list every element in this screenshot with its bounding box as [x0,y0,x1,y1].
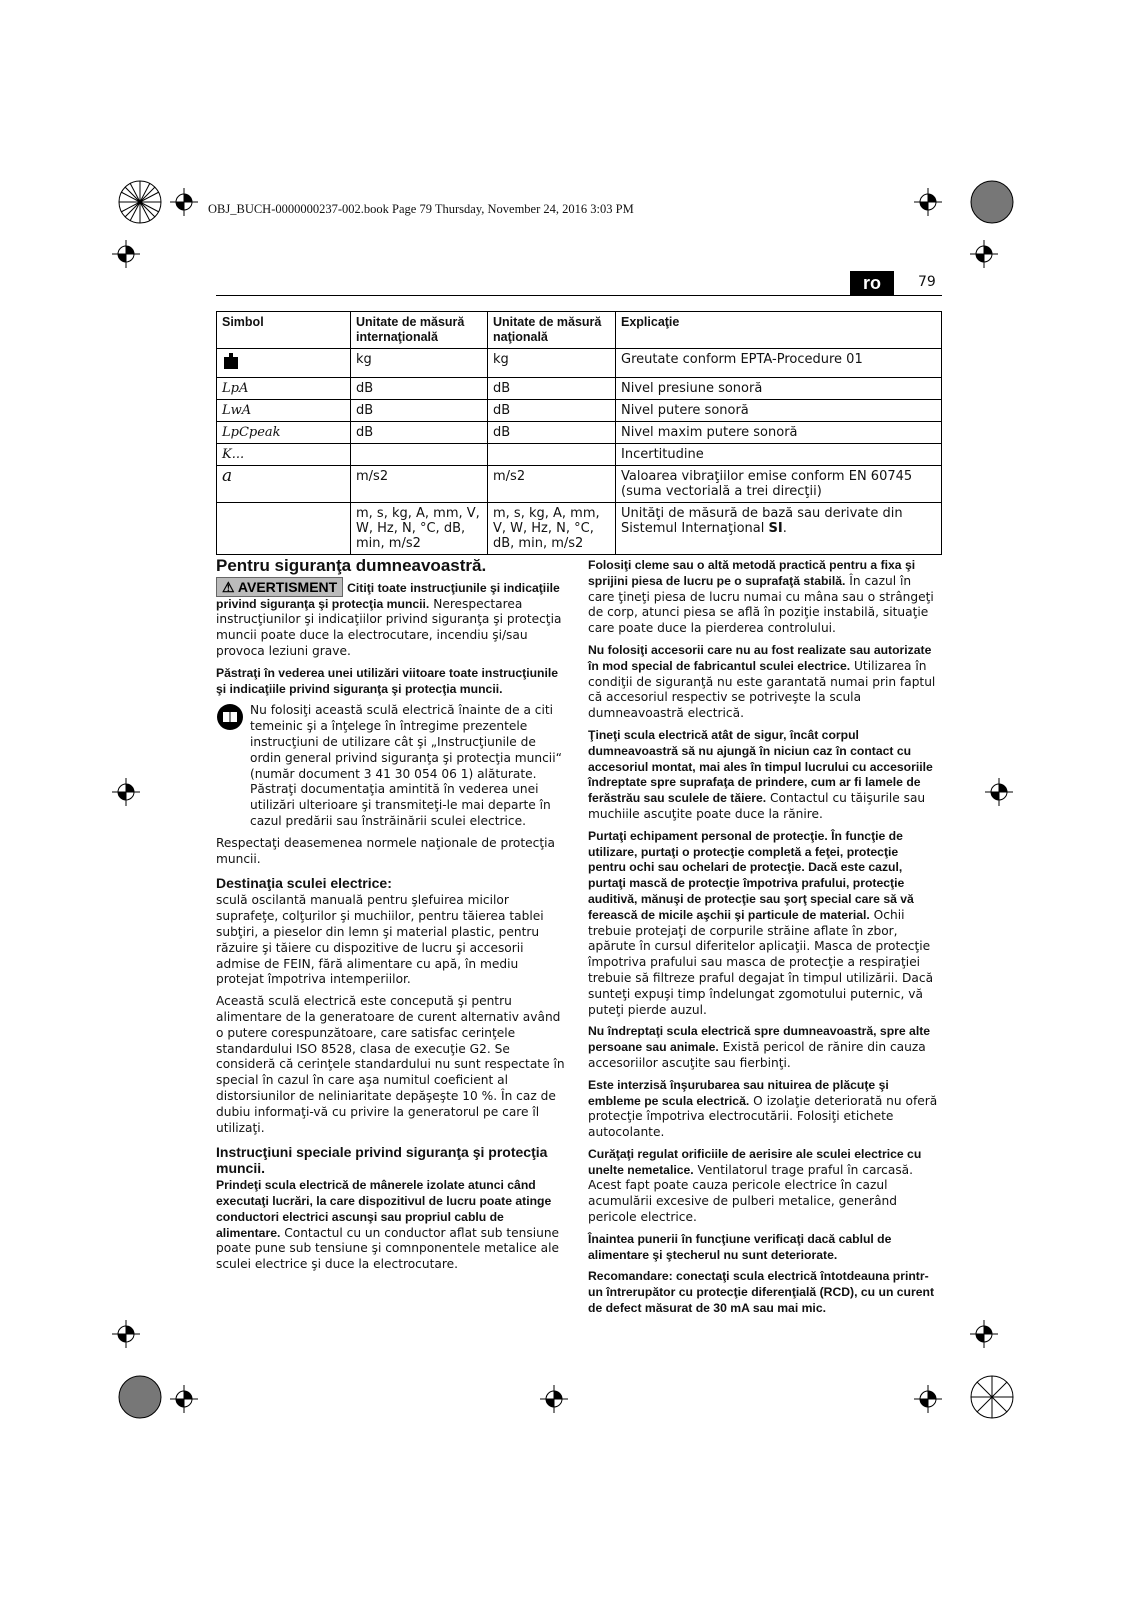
section-title: Pentru siguranţa dumneavoastră. [216,556,487,575]
special-instructions-text [216,1178,566,1273]
table-cell: Valoarea vibraţiilor emise conform EN 60745 (suma vectorială a trei direcţii) [616,466,942,503]
crosshair-mark [112,240,140,268]
table-row [217,378,942,400]
crosshair-mark [170,1385,198,1413]
warning-bold: Citiţi toate instrucţiunile şi indicaţiile privind siguranţa şi protecţia muncii. [216,580,560,611]
registration-mark-top-right [970,180,1014,224]
generator-text: Această sculă electrică este concepută şi pentru alimentare de la generatoare de curent alternativ având o putere corespunzătoare, care satisfac cerinţele standardului ISO 8528, clasa de execuţie G2. Se consideră că cerinţele standardului nu sunt respectate în special în cazul în care aşa numitul coeficient al distorsiunilor de neliniaritate depăşeşte 10 %. În caz de dubiu informaţi-vă cu privire la generatorul pe care îl utilizaţi. [216,994,565,1135]
crosshair-mark [112,1320,140,1348]
table-cell [616,503,942,555]
table-cell: a [217,466,351,503]
si-label: SI [768,521,783,536]
table-cell: dB [488,378,616,400]
special-instructions-title: Instrucţiuni speciale privind siguranţa şi protecţia muncii. [216,1144,548,1177]
crosshair-mark [970,240,998,268]
crosshair-mark [170,188,198,216]
warning-badge-label: AVERTISMENT [237,578,338,595]
safety-paragraph [588,829,938,1019]
table-cell: Nivel putere sonoră [616,400,942,422]
safety-paragraph [588,1078,938,1141]
safety-text: Există pericol de rănire din cauza accesoriilor ascuţite sau fierbinţi. [588,1040,926,1070]
table-row [217,444,942,466]
special-text: Contactul cu un conductor aflat sub tensiune poate pune sub tensiune şi comnponentele metalice ale sculei electrice şi duce la electrocutare. [216,1225,560,1272]
crosshair-mark [914,188,942,216]
table-header-row [217,312,942,349]
table-cell: Nivel maxim putere sonoră [616,422,942,444]
registration-mark-top-left [118,180,162,224]
table-cell: Nivel presiune sonoră [616,378,942,400]
si-text: Unităţi de măsură de bază sau derivate din Sistemul Internaţional [621,506,903,536]
table-cell: kg [351,349,488,378]
si-dot: . [782,521,787,536]
crosshair-mark [540,1385,568,1413]
table-cell: m/s2 [488,466,616,503]
right-column [588,558,938,1323]
table-cell: kg [488,349,616,378]
safety-bold: Nu folosiţi accesorii care nu au fost realizate sau autorizate în mod special de fabricantul sculei electrice. [588,642,932,673]
safety-paragraph [588,1024,938,1071]
table-cell: dB [488,400,616,422]
safety-text: Utilizarea în condiţii de siguranţă nu este garantată numai prin faptul că accesoriul respectiv se potriveşte la scula dumneavoastră electrică. [588,658,936,721]
table-cell [488,444,616,466]
table-header: Unitate de măsură naţională [488,312,616,349]
table-cell: dB [488,422,616,444]
safety-bold: Folosiţi cleme sau o altă metodă practică pentru a fixa şi sprijini piesa de lucru pe o suprafaţă stabilă. [588,558,916,588]
symbol-table [216,311,942,555]
safety-text: Contactul cu tăişurile sau muchiile ascuţite poate duce la rănire. [588,791,926,821]
intended-use-text: sculă oscilantă manuală pentru şlefuirea micilor suprafeţe, colţurilor şi muchiilor, pentru tăierea tablei subţiri, a pieselor din lemn şi material plastic, pentru răzuire şi tăiere cu dispozitive de lucru şi accesorii admise de FEIN, fără alimentare cu apă, în mediu protejat împotriva intemperiilor. [216,893,544,987]
safety-bold: Ţineţi scula electrică atât de sigur, încât corpul dumneavoastră să nu ajungă în niciun caz în contact cu accesoriul montat, mai ales în timpul lucrului cu accesoriile îndreptate spre suprafaţa de prindere, cum ar fi lamele de ferăstrău sau sculele de tăiere. [588,727,933,806]
safety-text: Ventilatorul trage praful în carcasă. Acest fapt poate cauza pericole electrice în cazul acumulării excesive de pulberi metalice, generând pericole electrice. [588,1162,914,1225]
safety-paragraph [588,728,938,823]
table-row [217,349,942,378]
read-manual-icon [216,703,244,731]
weight-symbol-cell [217,349,351,378]
warning-paragraph [216,578,566,660]
registration-mark-bottom-right [970,1375,1014,1419]
intended-use-title: Destinaţia sculei electrice: [216,875,392,892]
safety-paragraph: Recomandare: conectaţi scula electrică întotdeauna printr-un întrerupător cu protecţie diferenţială (RCD), cu un curent de defect măsurat de 30 mA sau mai mic. [588,1269,935,1316]
table-cell: K... [217,444,351,466]
special-bold: Prindeţi scula electrică de mânerele izolate atunci când executaţi lucrări, la care dispozitivul de lucru poate atinge conductori electrici ascunşi sau propriul cablu de alimentare. [216,1178,552,1240]
keep-instructions: Păstraţi în vederea unei utilizări viitoare toate instrucţiunile şi indicaţiile privind siguranţa şi protecţia muncii. [216,665,559,696]
national-rules: Respectaţi deasemenea normele naţionale de protecţia muncii. [216,835,555,866]
table-cell: LwA [217,400,351,422]
safety-bold: Este interzisă înşurubarea sau nituirea de plăcuţe şi embleme pe scula electrică. [588,1077,889,1108]
table-cell: dB [351,378,488,400]
table-cell: Incertitudine [616,444,942,466]
page-number: 79 [918,274,936,290]
left-column [216,558,566,1279]
safety-paragraph: Înaintea punerii în funcţiune verificaţi dacă cablul de alimentare şi ştecherul nu sunt deteriorate. [588,1231,892,1262]
warning-badge: ⚠ AVERTISMENT [216,577,343,597]
print-header: OBJ_BUCH-0000000237-002.book Page 79 Thursday, November 24, 2016 3:03 PM [208,202,634,216]
weight-icon [222,352,240,370]
table-header: Unitate de măsură internaţională [351,312,488,349]
table-header: Explicaţie [616,312,942,349]
table-cell [217,503,351,555]
language-badge: ro [850,271,894,295]
crosshair-mark [985,778,1013,806]
safety-text: O izolaţie deteriorată nu oferă protecţie împotriva electrocutării. Folosiţi etichete autocolante. [588,1093,938,1140]
warning-text: Nerespectarea instrucţiunilor şi indicaţiilor privind siguranţa şi protecţia muncii poate duce la electrocutare, incendiu şi/sau provoca leziuni grave. [216,596,562,658]
table-cell: m, s, kg, A, mm, V, W, Hz, N, °C, dB, min, m/s2 [351,503,488,555]
safety-paragraph [588,558,938,637]
read-manual-block [216,703,566,835]
table-cell: LpA [217,378,351,400]
header-rule [216,295,942,296]
table-cell: m, s, kg, A, mm, V, W, Hz, N, °C, dB, min, m/s2 [488,503,616,555]
table-cell: LpCpeak [217,422,351,444]
read-manual-text: Nu folosiţi această sculă electrică înainte de a citi temeinic şi a înţelege în întregime prezentele instrucţiuni de utilizare cât şi „Instrucţiunile de ordin general privind siguranţa şi protecţia muncii“ (număr document 3 41 30 054 06 1) alăturate. Păstraţi documentaţia amintită în vederea unei utilizări ulterioare şi transmiteţi-le mai departe în cazul predării sau înstrăinării sculei electrice. [250,703,562,828]
table-row [217,422,942,444]
crosshair-mark [914,1385,942,1413]
table-cell: dB [351,400,488,422]
safety-text: Ochii trebuie protejaţi de corpurile străine aflate în zbor, apărute în cursul diferitelor aplicaţii. Masca de protecţie împotriva prafului sau masca de protecţie a respiraţiei trebuie să filtreze praful degajat în timpul utilizării. Dacă sunteţi expuşi timp îndelungat zgomotului puternic, vă puteţi pierde auzul. [588,907,934,1017]
safety-paragraph [588,643,938,722]
safety-paragraph [588,1147,938,1226]
table-cell: m/s2 [351,466,488,503]
crosshair-mark [970,1320,998,1348]
table-cell [351,444,488,466]
table-row [217,466,942,503]
safety-bold: Nu îndreptaţi scula electrică spre dumneavoastră, spre alte persoane sau animale. [588,1024,931,1055]
registration-mark-bottom-left [118,1375,162,1419]
table-row [217,503,942,555]
crosshair-mark [112,778,140,806]
safety-bold: Purtaţi echipament personal de protecţie. În funcţie de utilizare, purtaţi o protecţie completă a feţei, protecţie pentru ochi sau ochelari de protecţie. Dacă este cazul, purtaţi mască de protecţie împotriva prafului, protecţie auditivă, mănuşi de protecţie sau şorţ special care să vă ferească de micile aşchii şi particule de material. [588,828,914,922]
table-row [217,400,942,422]
table-cell: Greutate conform EPTA-Procedure 01 [616,349,942,378]
table-cell: dB [351,422,488,444]
table-header: Simbol [217,312,351,349]
safety-bold: Curăţaţi regulat orificiile de aerisire ale sculei electrice cu unelte nemetalice. [588,1146,922,1177]
safety-text: În cazul în care ţineţi piesa de lucru numai cu mâna sau o strângeţi de corp, atunci piesa se află în poziţie instabilă, situaţie care poate duce la pierderea controlului. [588,573,934,636]
